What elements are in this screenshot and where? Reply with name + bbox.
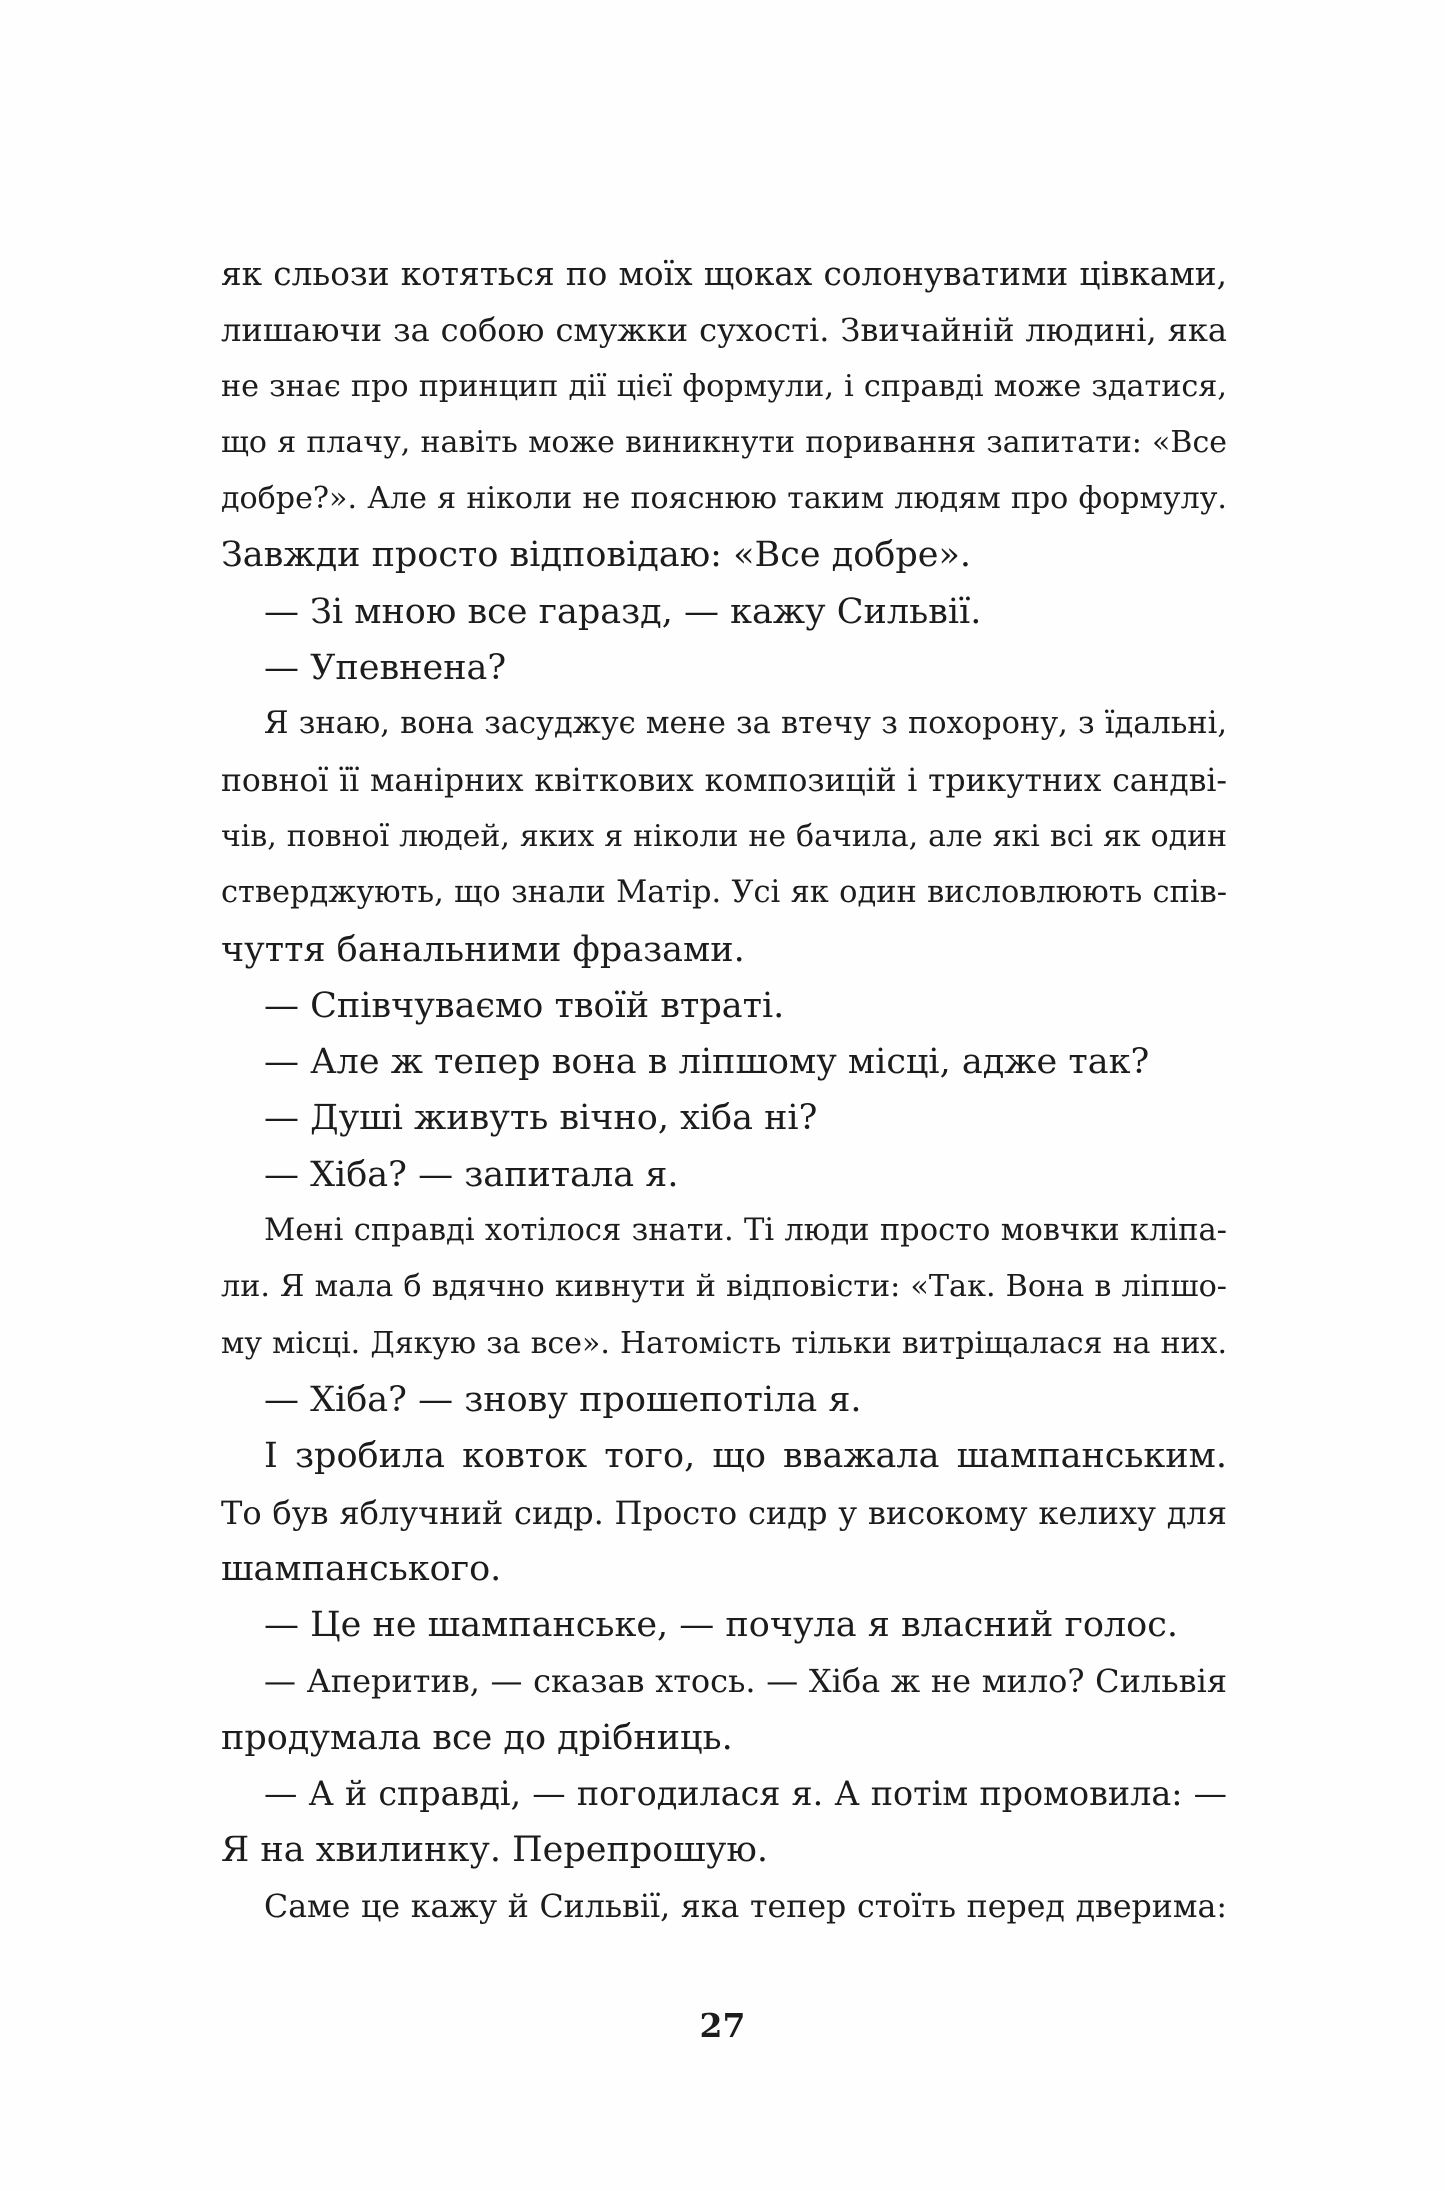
text-line: То був яблучний сидр. Просто сидр у високому келиху для [221, 1493, 1227, 1532]
text-line: добре?». Але я ніколи не пояснюю таким людям про формулу. [221, 481, 1227, 517]
dialogue-line: — А й справді, — погодилася я. А потім промовила: — [264, 1774, 1227, 1814]
dialogue-line: — Зі мною все гаразд, — кажу Сильвії. [264, 591, 982, 632]
text-line: лишаючи за собою смужки сухості. Звичайній людині, яка [221, 311, 1227, 350]
text-line: Завжди просто відповідаю: «Все добре». [221, 535, 972, 576]
body-text [221, 246, 1227, 1935]
text-line: продумала все до дрібниць. [221, 1717, 733, 1758]
text-line: шампанського. [221, 1548, 502, 1589]
paragraph-start: І зробила ковток того, що вважала шампанським. [264, 1436, 1227, 1477]
dialogue-line: — Хіба? — запитала я. [264, 1154, 679, 1195]
text-line: повної її манірних квіткових композицій і трикутних сандві- [221, 762, 1227, 799]
text-line: що я плачу, навіть може виникнути поривання запитати: «Все [221, 424, 1227, 460]
paragraph-start: Мені справді хотілося знати. Ті люди просто мовчки кліпа- [264, 1213, 1227, 1249]
text-line: стверджують, що знали Матір. Усі як один висловлюють спів- [221, 875, 1227, 911]
dialogue-line: — Співчуваємо твоїй втраті. [264, 985, 785, 1026]
text-line: не знає про принцип дії цієї формули, і справді може здатися, [221, 368, 1227, 404]
dialogue-line: — Але ж тепер вона в ліпшому місці, адже так? [264, 1042, 1150, 1083]
text-line: ли. Я мала б вдячно кивнути й відповісти: «Так. Вона в ліпшо- [221, 1269, 1227, 1305]
dialogue-line: — Хіба? — знову прошепотіла я. [264, 1379, 862, 1420]
text-line: чів, повної людей, яких я ніколи не бачила, але які всі як один [221, 818, 1227, 854]
text-line: му місці. Дякую за все». Натомість тільки витріщалася на них. [221, 1325, 1227, 1361]
paragraph-start: Саме це кажу й Сильвії, яка тепер стоїть перед дверима: [264, 1888, 1227, 1925]
dialogue-line: — Аперитив, — сказав хтось. — Хіба ж не мило? Сильвія [264, 1662, 1227, 1701]
text-line: як сльози котяться по моїх щоках солонуватими цівками, [221, 255, 1227, 293]
page-number: 27 [699, 2006, 746, 2045]
dialogue-line: — Упевнена? [264, 648, 507, 689]
text-line: чуття банальними фразами. [221, 929, 745, 970]
dialogue-line: — Це не шампанське, — почула я власний голос. [264, 1605, 1178, 1646]
dialogue-line: — Душі живуть вічно, хіба ні? [264, 1098, 818, 1139]
text-line: Я на хвилинку. Перепрошую. [221, 1830, 768, 1871]
paragraph-start: Я знаю, вона засуджує мене за втечу з похорону, з їдальні, [264, 706, 1227, 742]
